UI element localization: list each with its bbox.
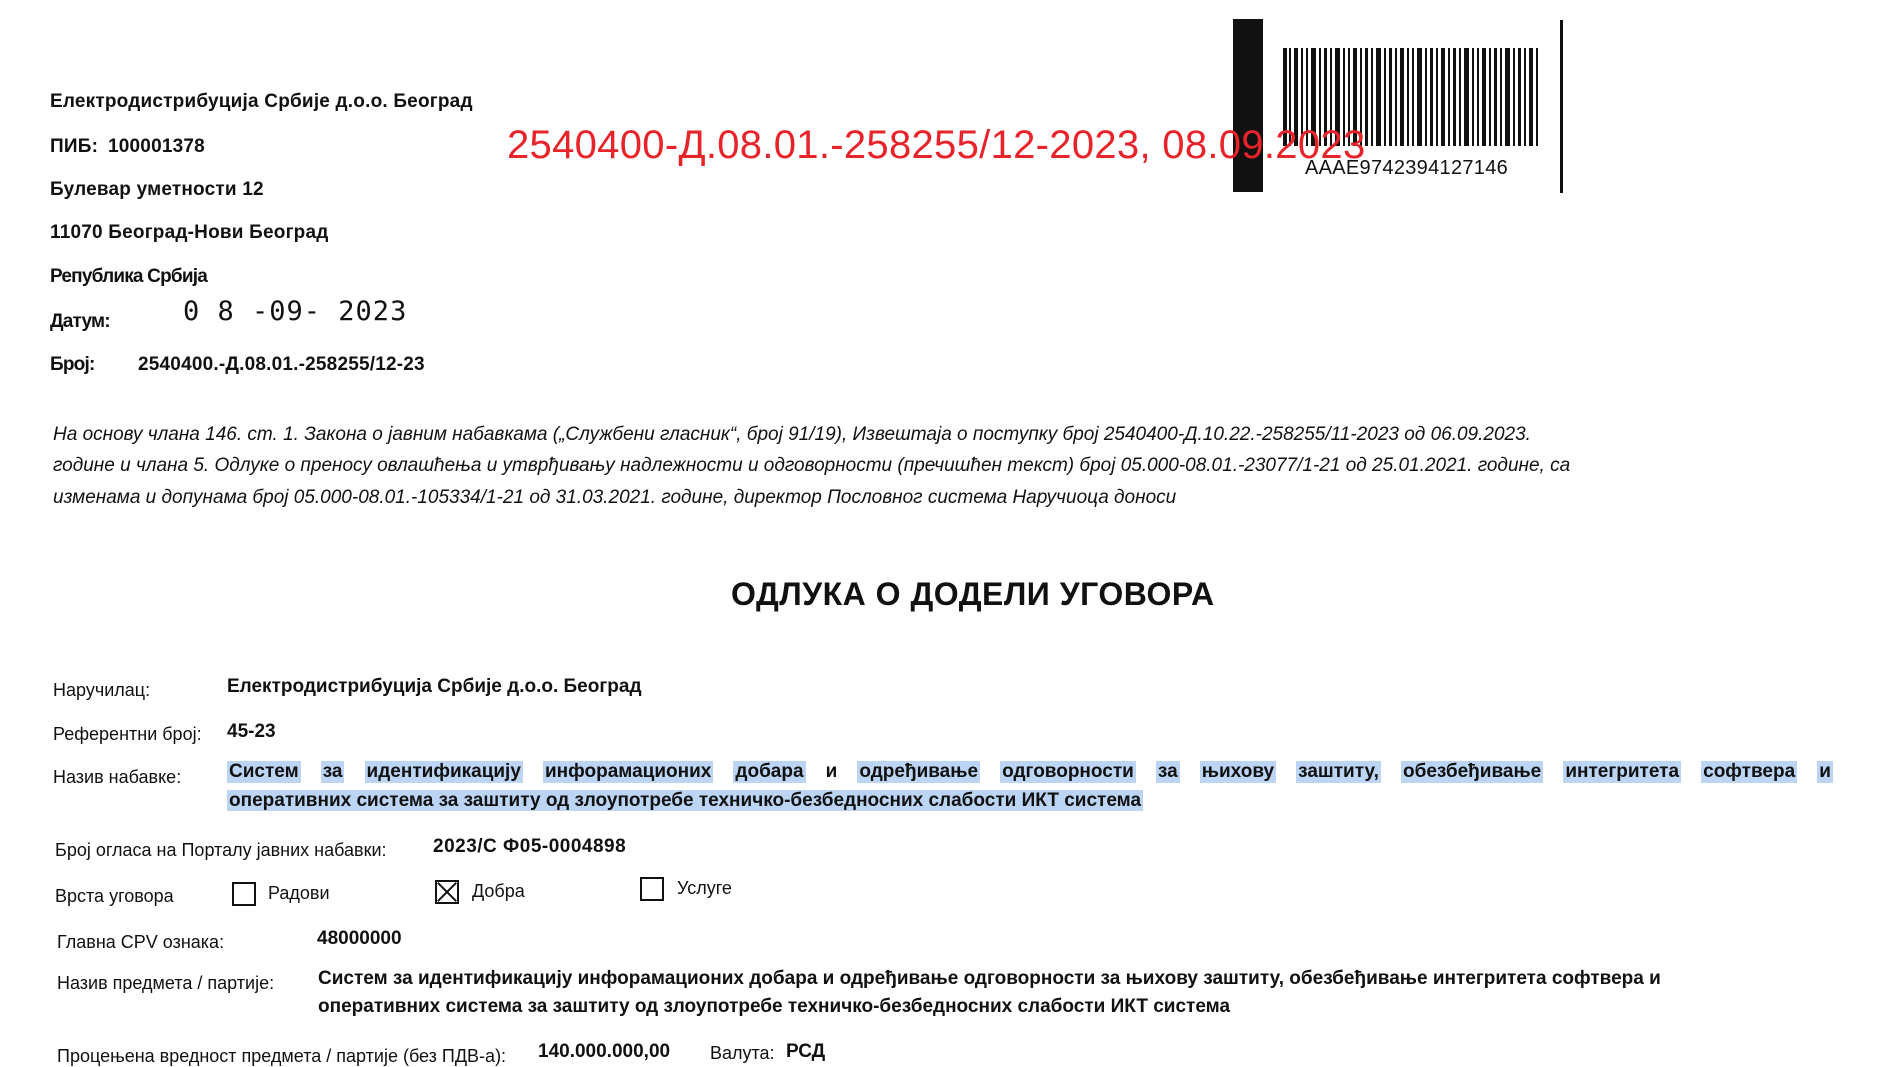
registry-reference: 2540400-Д.08.01.-258255/12-2023, 08.09.2023 — [507, 123, 1366, 167]
procurement-word: одређивање — [859, 761, 979, 782]
cpv-label: Главна CPV ознака: — [57, 932, 225, 952]
intro-line-3: изменама и допунама број 05.000-08.01.-105334/1-21 од 31.03.2021. године, директор Пословног система Наручиоца доноси — [53, 487, 1177, 508]
reference-label: Референтни број: — [53, 724, 202, 744]
procurement-line-2-text: оперативних система за заштиту од злоупотребе техничко-безбедносних слабости ИКТ система — [229, 790, 1142, 811]
checkbox-goods[interactable] — [435, 880, 459, 904]
buyer-value: Електродистрибуција Србије д.о.о. Београд — [227, 676, 642, 697]
number-label: Број: — [50, 354, 95, 375]
city-address: 11070 Београд-Нови Београд — [50, 222, 329, 243]
procurement-word: заштиту, — [1298, 761, 1379, 782]
subject-label: Назив предмета / партије: — [57, 973, 275, 993]
intro-line-2: године и члана 5. Одлуке о преносу овлашћења и утврђивању надлежности и одговорности (пречишћен текст) број 05.000-08.01.-23077/1-21 од 25.01.2021. године, са — [53, 455, 1571, 476]
street-address: Булевар уметности 12 — [50, 179, 264, 200]
pib-label: ПИБ: — [50, 136, 99, 157]
reference-value: 45-23 — [227, 721, 276, 742]
procurement-word: и — [825, 761, 838, 782]
procurement-word: њихову — [1201, 761, 1275, 782]
procurement-word: добара — [735, 761, 804, 782]
company-name: Електродистрибуција Србије д.о.о. Београд — [50, 91, 473, 112]
procurement-word: за — [1157, 761, 1178, 782]
estimated-value: 140.000.000,00 — [538, 1041, 671, 1062]
procurement-word: и — [1819, 761, 1831, 782]
procurement-word: интегритета — [1565, 761, 1680, 782]
contract-type-works: Радови — [268, 883, 330, 903]
stamp-border — [1560, 20, 1563, 193]
country: Република Србија — [50, 266, 207, 287]
subject-line-2: оперативних система за заштиту од злоупотребе техничко-безбедносних слабости ИКТ система — [318, 996, 1231, 1017]
checkbox-works[interactable] — [232, 882, 256, 906]
procurement-label: Назив набавке: — [53, 767, 182, 787]
estimated-value-label: Процењена вредност предмета / партије (без ПДВ-а): — [57, 1046, 507, 1066]
date-stamp: 0 8 -09- 2023 — [183, 296, 408, 327]
procurement-word: Систем — [229, 761, 299, 782]
portal-value: 2023/С Ф05-0004898 — [433, 836, 627, 857]
currency-label: Валута: — [710, 1043, 775, 1063]
procurement-word: за — [322, 761, 343, 782]
procurement-word: идентификацију — [366, 761, 521, 782]
procurement-word: одговорности — [1002, 761, 1134, 782]
procurement-line-2 — [227, 790, 1143, 812]
currency-value: РСД — [786, 1041, 826, 1062]
buyer-label: Наручилац: — [53, 680, 151, 700]
pib-value: 100001378 — [108, 136, 205, 157]
barcode-number: AAAE9742394127146 — [1305, 157, 1509, 179]
procurement-word: софтвера — [1703, 761, 1796, 782]
document-title: ОДЛУКА О ДОДЕЛИ УГОВОРА — [731, 576, 1215, 612]
portal-label: Број огласа на Порталу јавних набавки: — [55, 840, 387, 860]
checkbox-services[interactable] — [640, 877, 664, 901]
contract-type-goods: Добра — [472, 881, 525, 901]
subject-line-1: Систем за идентификацију инфорамационих добара и одређивање одговорности за њихову заштиту, обезбеђивање интегритета софтвера и — [318, 968, 1661, 989]
procurement-word: обезбеђивање — [1403, 761, 1542, 782]
contract-type-label: Врста уговора — [55, 886, 174, 906]
contract-type-services: Услуге — [677, 878, 732, 898]
date-label: Датум: — [50, 311, 110, 332]
procurement-line-1 — [227, 761, 1833, 783]
intro-line-1: На основу члана 146. ст. 1. Закона о јавним набавкама („Службени гласник“, број 91/19), Извештаја о поступку број 2540400-Д.10.22.-258255/11-2023 од 06.09.2023. — [53, 424, 1531, 445]
number-value: 2540400.-Д.08.01.-258255/12-23 — [138, 354, 425, 375]
procurement-word: инфорамационих — [544, 761, 712, 782]
cpv-value: 48000000 — [317, 928, 402, 949]
